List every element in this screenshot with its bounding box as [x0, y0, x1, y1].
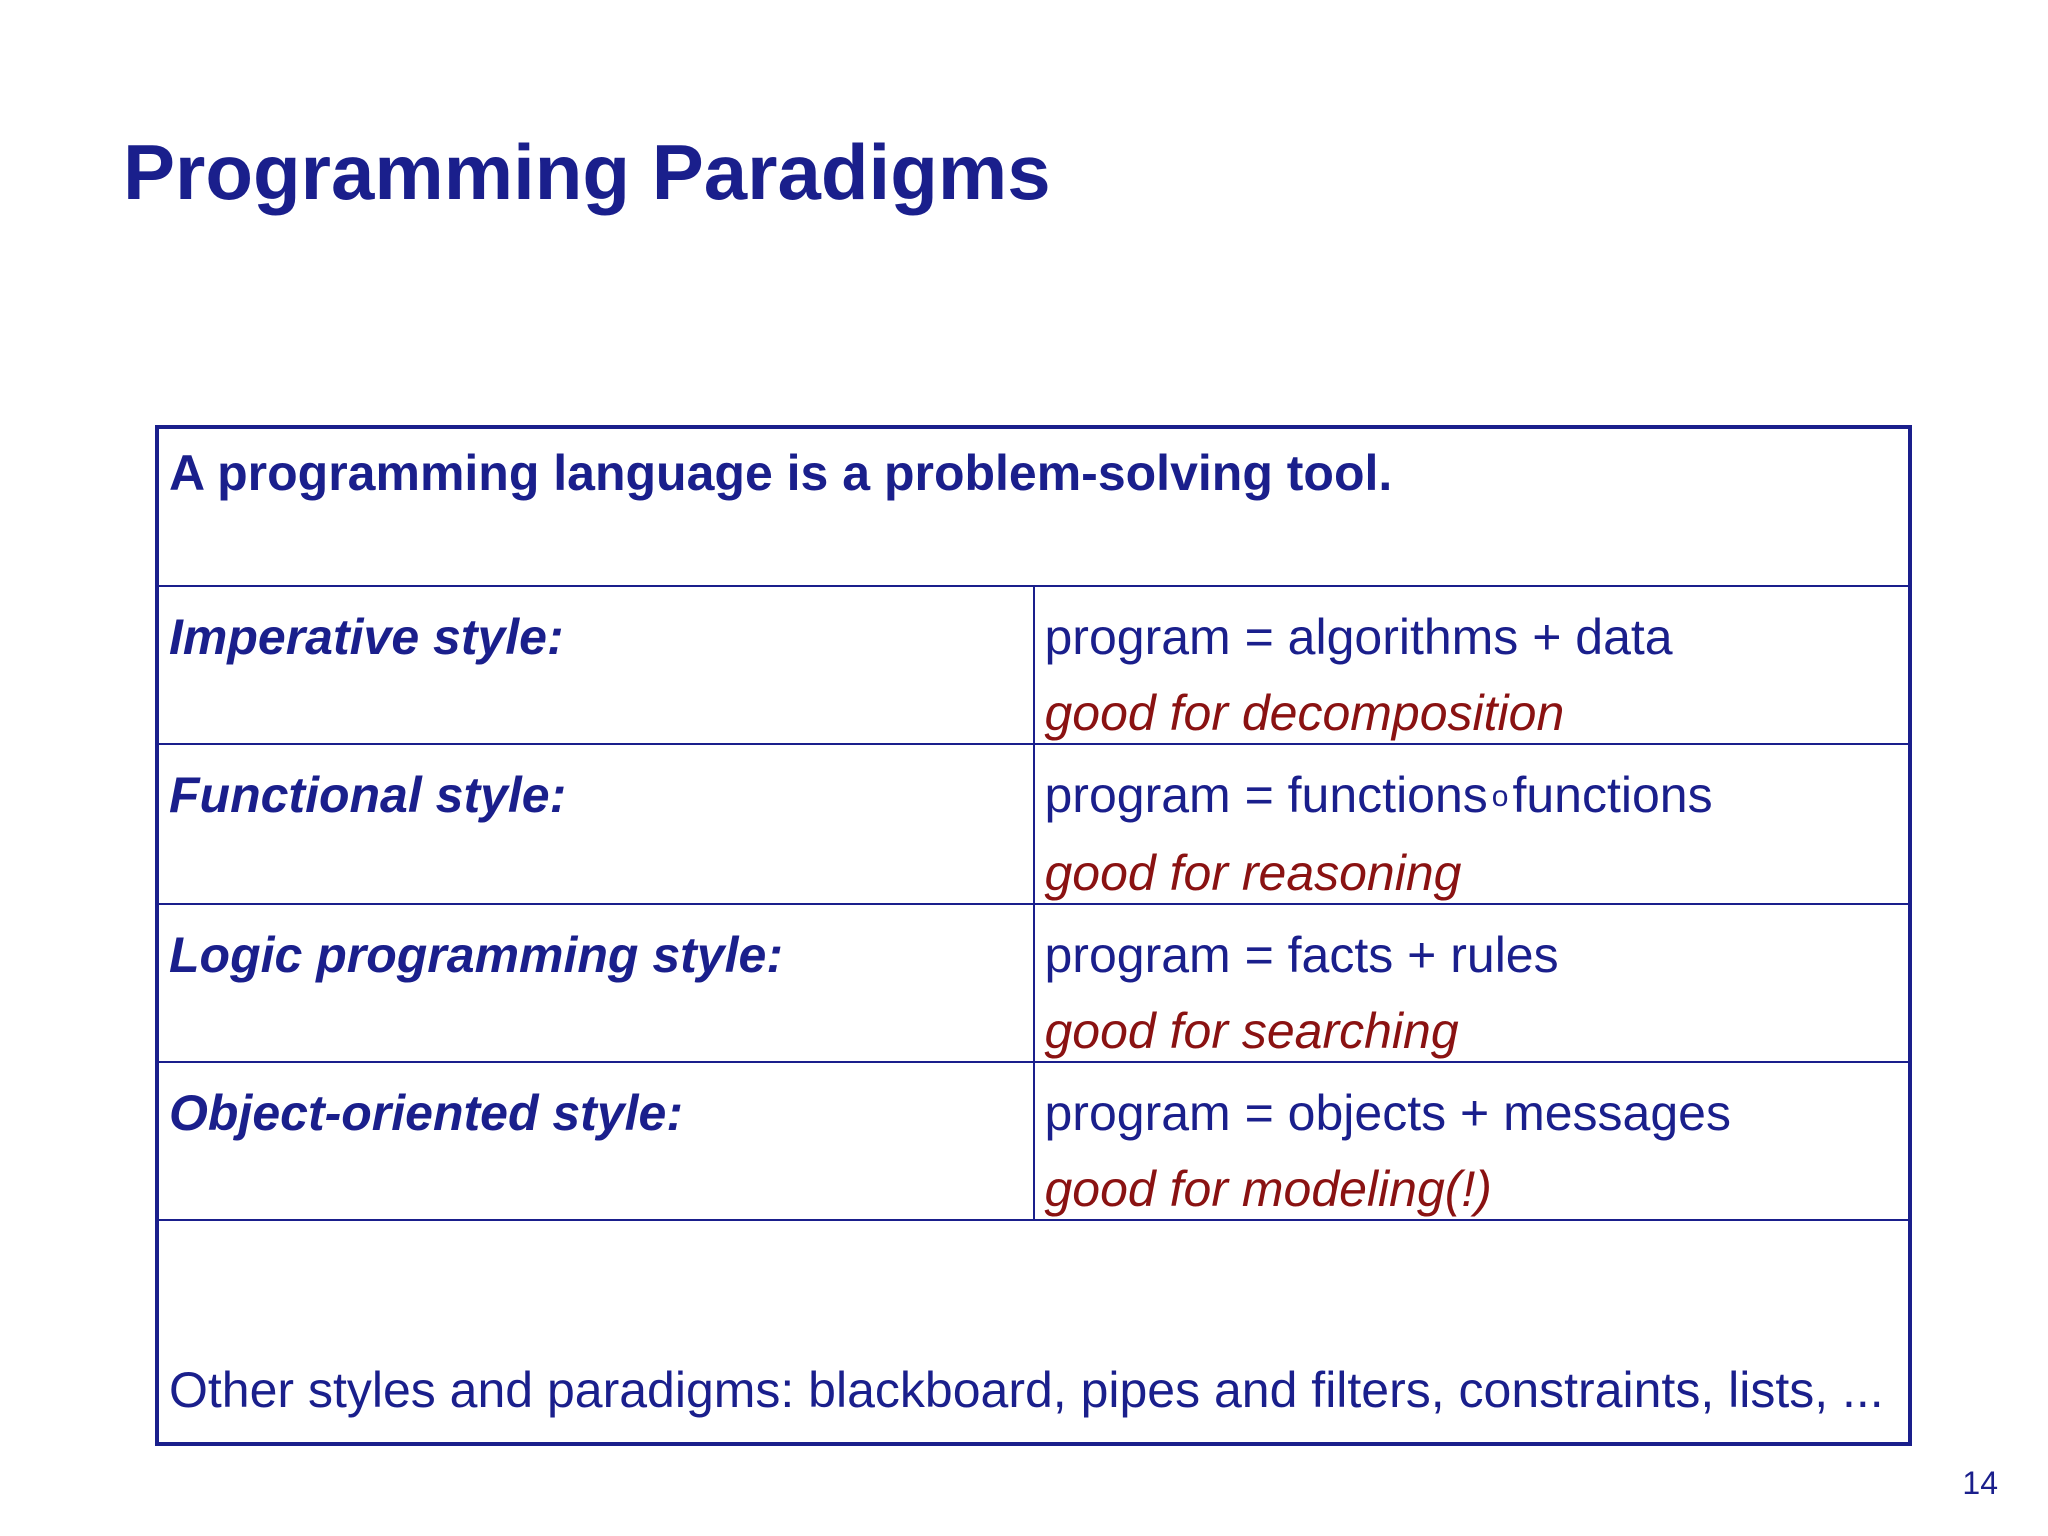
- formula-logic: program = facts + rules: [1044, 927, 1559, 983]
- composition-operator: o: [1491, 780, 1509, 813]
- style-description-object-oriented: [1034, 1062, 1911, 1220]
- benefit-object-oriented: good for modeling(!): [1044, 1161, 1492, 1217]
- benefit-functional: good for reasoning: [1044, 845, 1462, 901]
- formula-functional-right: functions: [1512, 767, 1713, 823]
- table-row: [157, 744, 1910, 904]
- table-row: [157, 1062, 1910, 1220]
- table-row: [157, 586, 1910, 744]
- formula-object-oriented: program = objects + messages: [1044, 1085, 1731, 1141]
- style-name-logic: Logic programming style:: [157, 904, 1034, 1062]
- table-row: [157, 904, 1910, 1062]
- benefit-logic: good for searching: [1044, 1003, 1459, 1059]
- formula-imperative: program = algorithms + data: [1044, 609, 1673, 665]
- other-paradigms-note: Other styles and paradigms: blackboard, pipes and filters, constraints, lists, ...: [157, 1220, 1910, 1444]
- slide-title: Programming Paradigms: [123, 128, 1051, 216]
- benefit-imperative: good for decomposition: [1044, 685, 1565, 741]
- paradigms-table: [155, 425, 1912, 1446]
- intro-row: [157, 427, 1910, 586]
- style-description-logic: [1034, 904, 1911, 1062]
- formula-functional-left: program = functions: [1044, 767, 1488, 823]
- footer-row: [157, 1220, 1910, 1444]
- formula-functional: [1045, 765, 1899, 827]
- style-name-functional: Functional style:: [157, 744, 1034, 904]
- style-description-functional: [1034, 744, 1911, 904]
- style-name-object-oriented: Object-oriented style:: [157, 1062, 1034, 1220]
- intro-statement: A programming language is a problem-solving tool.: [157, 427, 1910, 586]
- page-number: 14: [1962, 1465, 1998, 1501]
- style-description-imperative: [1034, 586, 1911, 744]
- style-name-imperative: Imperative style:: [157, 586, 1034, 744]
